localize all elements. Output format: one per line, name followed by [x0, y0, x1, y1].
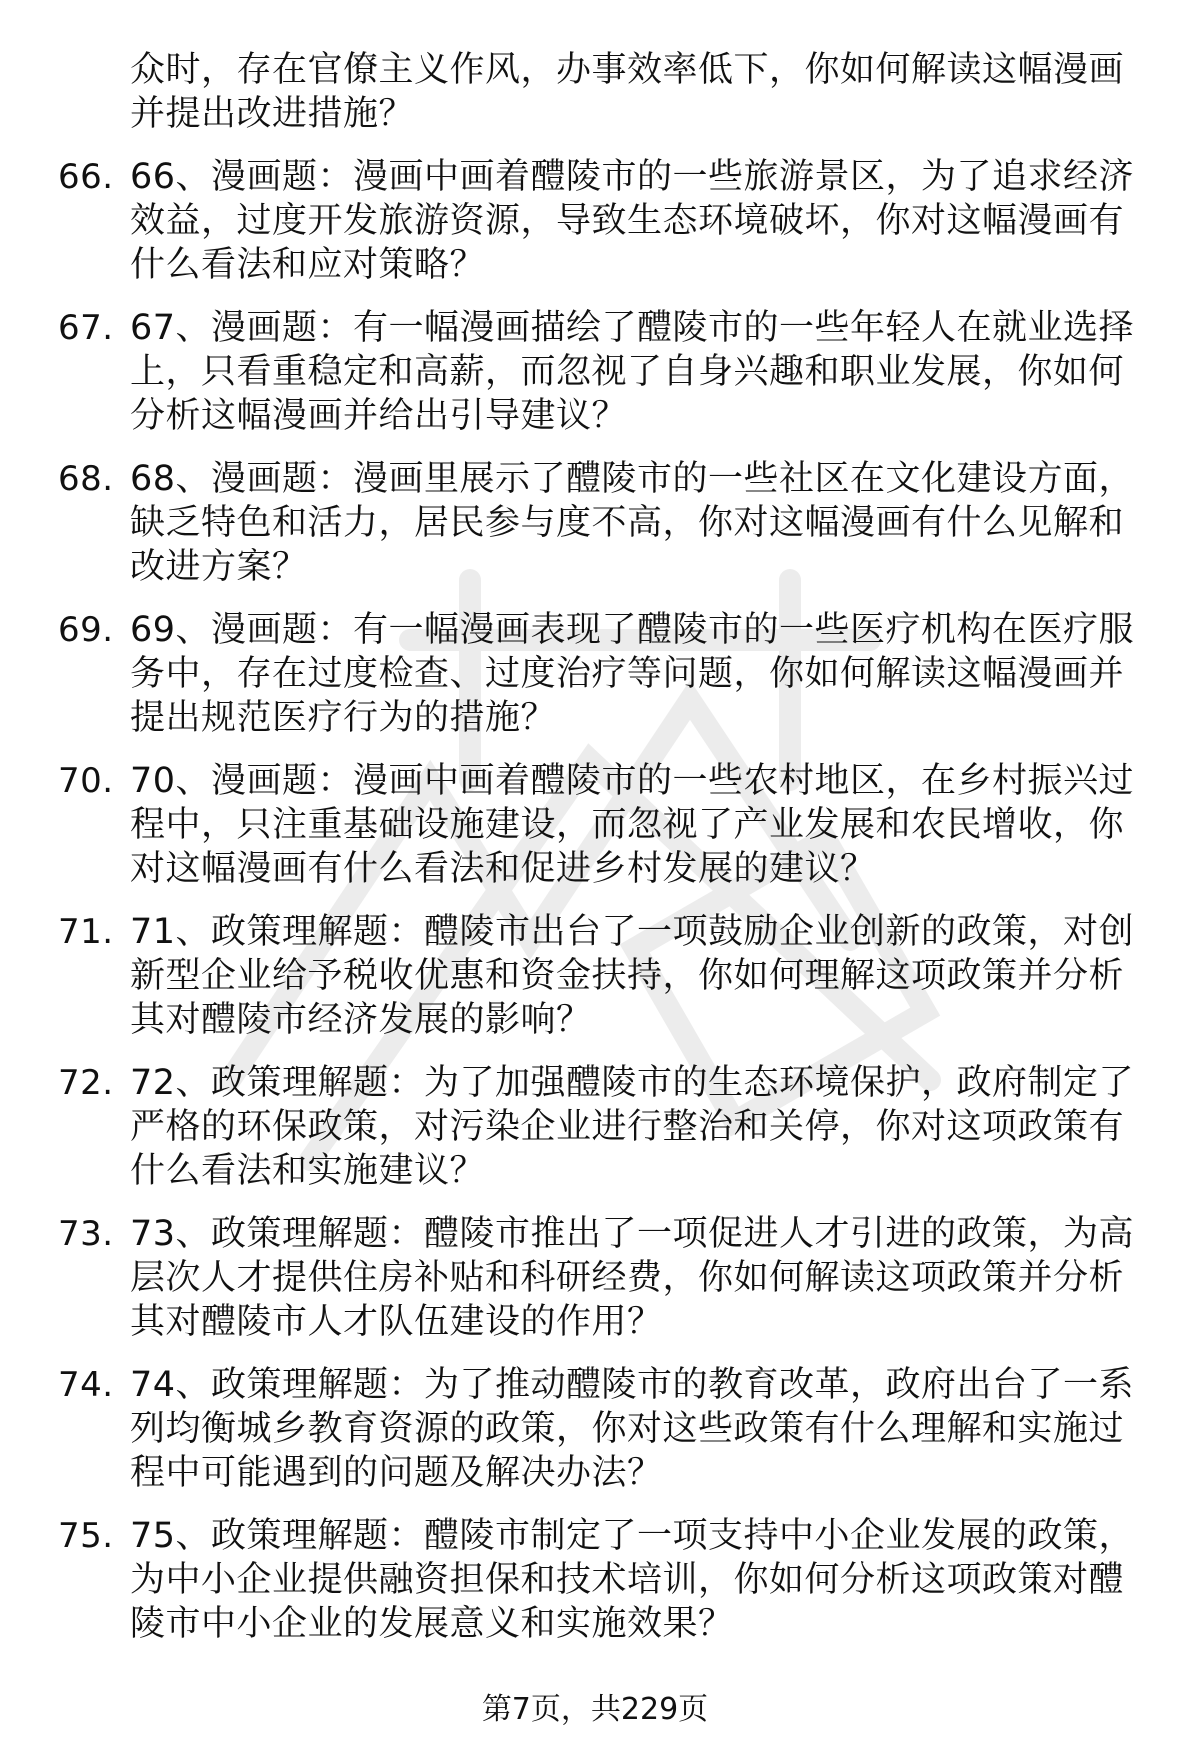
- question-item: [0, 1514, 1145, 1646]
- page-content: [0, 48, 1190, 1665]
- page-number-footer: 第7页，共229页: [481, 1692, 709, 1727]
- question-number: 67.: [58, 308, 114, 348]
- question-text: 71、政策理解题：醴陵市出台了一项鼓励企业创新的政策，对创新型企业给予税收优惠和资金扶持，你如何理解这项政策并分析其对醴陵市经济发展的影响？: [130, 912, 1135, 1040]
- question-text: 68、漫画题：漫画里展示了醴陵市的一些社区在文化建设方面，缺乏特色和活力，居民参与度不高，你对这幅漫画有什么见解和改进方案？: [130, 459, 1135, 587]
- question-text: 75、政策理解题：醴陵市制定了一项支持中小企业发展的政策，为中小企业提供融资担保和技术培训，你如何分析这项政策对醴陵市中小企业的发展意义和实施效果？: [130, 1516, 1135, 1644]
- question-text: 67、漫画题：有一幅漫画描绘了醴陵市的一些年轻人在就业选择上，只看重稳定和高薪，而忽视了自身兴趣和职业发展，你如何分析这幅漫画并给出引导建议？: [130, 308, 1135, 436]
- question-text: 72、政策理解题：为了加强醴陵市的生态环境保护，政府制定了严格的环保政策，对污染企业进行整治和关停，你对这项政策有什么看法和实施建议？: [130, 1063, 1135, 1191]
- continuation-paragraph: 众时，存在官僚主义作风，办事效率低下，你如何解读这幅漫画并提出改进措施？: [130, 50, 1125, 134]
- question-item: [0, 457, 1145, 589]
- question-text: 69、漫画题：有一幅漫画表现了醴陵市的一些医疗机构在医疗服务中，存在过度检查、过度治疗等问题，你如何解读这幅漫画并提出规范医疗行为的措施？: [130, 610, 1135, 738]
- question-item: [0, 306, 1145, 438]
- question-number: 69.: [58, 610, 114, 650]
- question-item: [0, 759, 1145, 891]
- question-list: [0, 155, 1190, 1646]
- question-number: 74.: [58, 1365, 114, 1405]
- question-number: 70.: [58, 761, 114, 801]
- question-item: [0, 155, 1145, 287]
- question-item: [0, 910, 1145, 1042]
- question-item: [0, 1061, 1145, 1193]
- question-text: 74、政策理解题：为了推动醴陵市的教育改革，政府出台了一系列均衡城乡教育资源的政策，你对这些政策有什么理解和实施过程中可能遇到的问题及解决办法？: [130, 1365, 1135, 1493]
- question-number: 68.: [58, 459, 114, 499]
- question-text: 73、政策理解题：醴陵市推出了一项促进人才引进的政策，为高层次人才提供住房补贴和科研经费，你如何解读这项政策并分析其对醴陵市人才队伍建设的作用？: [130, 1214, 1135, 1342]
- question-item: [0, 1363, 1145, 1495]
- question-number: 75.: [58, 1516, 114, 1556]
- question-number: 71.: [58, 912, 114, 952]
- question-number: 72.: [58, 1063, 114, 1103]
- question-text: 66、漫画题：漫画中画着醴陵市的一些旅游景区，为了追求经济效益，过度开发旅游资源，导致生态环境破坏，你对这幅漫画有什么看法和应对策略？: [130, 157, 1135, 285]
- question-number: 66.: [58, 157, 114, 197]
- question-number: 73.: [58, 1214, 114, 1254]
- question-item: [0, 1212, 1145, 1344]
- question-text: 70、漫画题：漫画中画着醴陵市的一些农村地区，在乡村振兴过程中，只注重基础设施建设，而忽视了产业发展和农民增收，你对这幅漫画有什么看法和促进乡村发展的建议？: [130, 761, 1135, 889]
- question-item: [0, 608, 1145, 740]
